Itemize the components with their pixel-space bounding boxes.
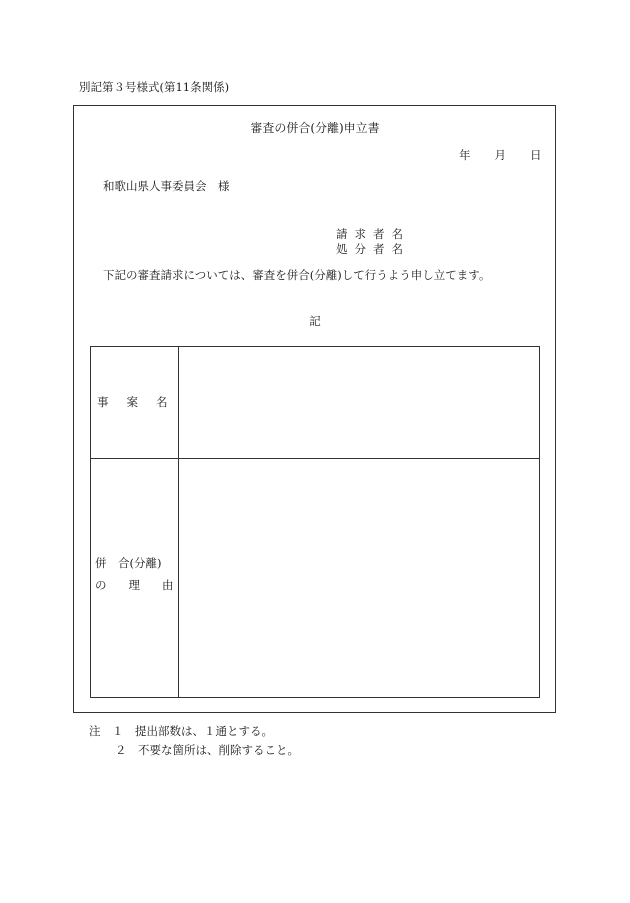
addressee: 和歌山県人事委員会 様	[103, 179, 230, 193]
note-1: 注 １ 提出部数は、１通とする。	[89, 724, 273, 738]
reason-label-line1: 併 合(分離)	[95, 556, 162, 570]
date-line	[459, 150, 542, 162]
requester-name-label: 請求者名	[336, 227, 410, 241]
reason-label-line2: の理由	[95, 578, 196, 592]
form-label: 別記第３号様式(第11条関係)	[79, 80, 230, 94]
table-row-divider	[91, 458, 539, 459]
date-year-label: 年	[459, 148, 471, 162]
case-name-label: 事案名	[97, 395, 186, 409]
disposer-name-label: 処分者名	[336, 242, 410, 256]
ki-heading: 記	[309, 314, 321, 328]
document-title: 審査の併合(分離)申立書	[250, 121, 380, 135]
note-2: ２ 不要な箇所は、削除すること。	[115, 743, 299, 757]
date-month-label: 月	[494, 148, 506, 162]
body-text: 下記の審査請求については、審査を併合(分離)して行うよう申し立てます。	[103, 268, 491, 282]
date-day-label: 日	[530, 148, 542, 162]
